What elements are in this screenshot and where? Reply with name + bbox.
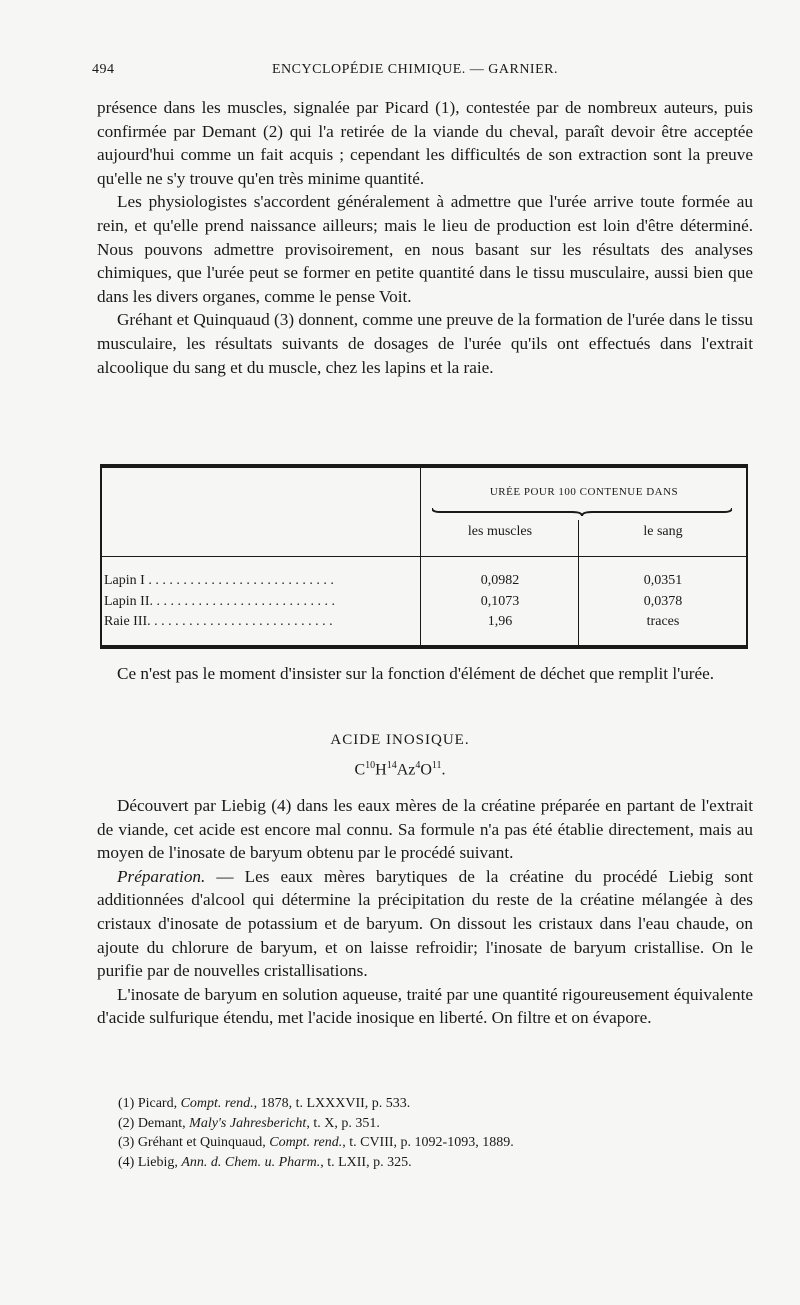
table-row [102,594,746,614]
formula-subscript: 10 [365,760,376,771]
formula-element: C [354,761,366,779]
preparation-heading: Préparation. [117,866,206,886]
value-muscles: 0,0982 [480,573,520,588]
chemical-formula [0,760,800,779]
footnote-source: Compt. rend. [180,1096,254,1111]
table-col-header-sang: le sang [643,524,683,539]
paragraph-continuation: présence dans les muscles, signalée par Picard (1), contestée par de nombreux auteurs, puis confirmée par Demant (2) qui l'a retirée de la viande du cheval, paraît devoir être acceptée aujourd'hui comme un fait acquis ; cependant les difficultés de son extraction sont la preuve qu'elle ne s'y trouve qu'en très minime quantité. [97,98,753,188]
value-sang: traces [646,614,680,629]
paragraph-preparation [97,865,753,983]
paragraph-dechet: Ce n'est pas le moment d'insister sur la fonction d'élément de déchet que remplit l'urée. [117,664,715,683]
value-muscles: 1,96 [487,614,513,629]
paragraph-inosate: L'inosate de baryum en solution aqueuse, traité par une quantité rigoureusement équivalente d'acide sulfurique étendu, met l'acide inosique en liberté. On filtre et on évapore. [97,984,753,1028]
paragraph-physiologists: Les physiologistes s'accordent généralement à admettre que l'urée arrive toute formée au rein, et qu'elle prend naissance ailleurs; mais le lieu de production est loin d'être déterminé. Nous pouvons admettre provisoirement, en nous basant sur les résultats des analyses chimiques, que l'urée peut se former en petite quantité dans le tissu musculaire, aussi bien que dans les divers organes, comme le pense Voit. [97,192,753,306]
footnote-ref: , t. CVIII, p. 1092-1093, 1889. [342,1135,514,1150]
footnote [118,1153,738,1173]
footnote-source: Ann. d. Chem. u. Pharm. [181,1154,321,1170]
table-row [102,573,746,593]
formula-subscript: 14 [386,760,397,771]
formula-subscript: 11 [431,760,442,771]
value-sang: 0,0351 [643,573,683,588]
preparation-text: — Les eaux mères barytiques de la créatine du procédé Liebig sont additionnées d'alcool qui détermine la précipitation du reste de la créatine mélangée à des cristaux d'inosate de potassium et de baryum. On dissout les cristaux dans l'eau chaude, on ajoute du chlorure de baryum, et on laisse refroidir; l'inosate de baryum cristallise. On le purifie par de nouvelles cristallisations. [97,866,753,981]
footnote-ref: , t. LXII, p. 325. [320,1154,412,1170]
table-group-header: URÉE POUR 100 CONTENUE DANS [489,486,679,498]
body-text-after-table [97,662,753,686]
footnote-ref: , t. X, p. 351. [306,1115,380,1131]
row-label: Lapin II. . . . . . . . . . . . . . . . . . . . . . . . . . . [104,594,335,609]
footnotes [118,1094,738,1172]
table-divider-horizontal [102,556,746,557]
formula-subscript: 4 [415,760,421,771]
page-number: 494 [92,62,115,77]
formula-element: O [420,761,432,779]
row-label: Raie III. . . . . . . . . . . . . . . . . . . . . . . . . . . [104,614,333,629]
value-sang: 0,0378 [643,594,683,609]
value-muscles: 0,1073 [480,594,520,609]
body-text-top [97,96,753,379]
uree-table [100,464,748,649]
footnote-text: (2) Demant, [118,1115,190,1131]
row-label: Lapin I . . . . . . . . . . . . . . . . . . . . . . . . . . . [104,573,334,588]
paragraph-liebig: Découvert par Liebig (4) dans les eaux mères de la créatine préparée en partant de l'extrait de viande, cet acide est encore mal connu. Sa formule n'a pas été établie directement, mais au moyen de l'inosate de baryum obtenu par le procédé suivant. [97,796,753,863]
footnote-text: (4) Liebig, [118,1154,182,1170]
footnote [118,1133,738,1153]
table-col-header-muscles: les muscles [467,524,533,539]
formula-element: Az [396,761,416,779]
body-text-inosique [97,794,753,1030]
formula-period: . [441,761,446,779]
footnote [118,1114,738,1134]
footnote-source: Maly's Jahresbericht [189,1115,307,1131]
table-row [102,614,746,634]
footnote-text: (1) Picard, [118,1096,181,1111]
footnote-source: Compt. rend. [269,1135,343,1150]
section-title: ACIDE INOSIQUE. [330,732,470,748]
brace-icon [432,506,732,516]
formula-element: H [375,761,387,779]
footnote [118,1094,738,1114]
footnote-ref: , 1878, t. LXXXVII, p. 533. [253,1096,411,1111]
footnote-text: (3) Gréhant et Quinquaud, [118,1135,270,1150]
paragraph-grehant: Gréhant et Quinquaud (3) donnent, comme une preuve de la formation de l'urée dans le tissu musculaire, les résultats suivants de dosages de l'urée qu'ils ont effectués dans l'extrait alcoolique du sang et du muscle, chez les lapins et la raie. [97,310,753,377]
running-title: ENCYCLOPÉDIE CHIMIQUE. — GARNIER. [272,62,558,77]
